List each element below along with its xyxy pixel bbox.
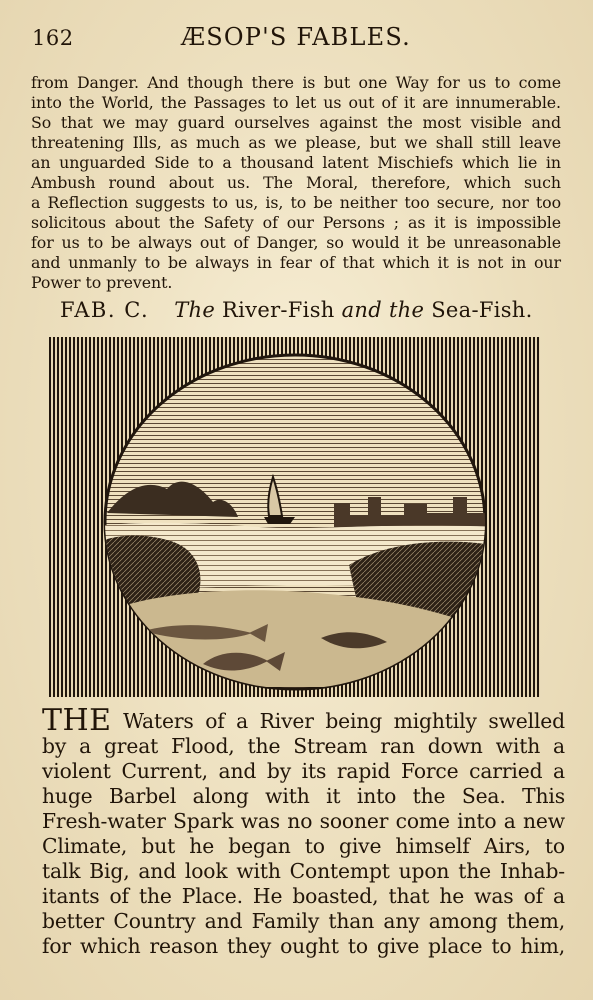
- text-line: and unmanly to be always in fear of that which it is not in our: [31, 253, 561, 272]
- text-line: by a great Flood, the Stream ran down with a: [42, 734, 565, 758]
- moral-paragraph: [31, 73, 561, 293]
- text-line: huge Barbel along with it into the Sea. This: [42, 784, 565, 808]
- page-number: 162: [32, 26, 74, 50]
- text-line-rest: Waters of a River being mightily swelled: [111, 709, 565, 733]
- text-line: for which reason they ought to give place to him,: [42, 934, 565, 958]
- fable-heading-word: and the: [341, 298, 425, 322]
- text-line: Fresh-water Spark was no sooner come into a new: [42, 809, 565, 833]
- text-line: talk Big, and look with Contempt upon the Inhab-: [42, 859, 565, 883]
- drop-word: THE: [42, 703, 112, 738]
- woodcut-illustration: [49, 337, 540, 697]
- text-line: Power to prevent.: [31, 273, 173, 292]
- fable-heading-word: River-Fish: [222, 298, 335, 322]
- text-line-first: [42, 703, 565, 738]
- text-line: violent Current, and by its rapid Force carried a: [42, 759, 565, 783]
- text-line: So that we may guard ourselves against the most visible and: [31, 113, 561, 132]
- text-line: solicitous about the Safety of our Persons ; as it is impossible: [31, 213, 561, 232]
- boat-hull: [264, 517, 295, 524]
- fable-heading-word: Sea-Fish.: [431, 298, 533, 322]
- text-line: itants of the Place. He boasted, that he was of a: [42, 884, 565, 908]
- fable-text: [42, 703, 565, 959]
- text-line: an unguarded Side to a thousand latent Mischiefs which lie in: [31, 153, 561, 172]
- text-line: from Danger. And though there is but one Way for us to come: [31, 73, 561, 92]
- fable-number: FAB. C.: [60, 298, 150, 322]
- text-line: threatening Ills, as much as we please, but we shall still leave: [31, 133, 561, 152]
- text-line: better Country and Family than any among them,: [42, 909, 565, 933]
- running-title: ÆSOP'S FABLES.: [181, 23, 411, 51]
- text-line: into the World, the Passages to let us out of it are innumerable.: [31, 93, 561, 112]
- fable-heading-word: The: [174, 298, 216, 322]
- running-head: [27, 22, 567, 52]
- text-line: for us to be always out of Danger, so would it be unreasonable: [31, 233, 561, 252]
- text-line: Ambush round about us. The Moral, therefore, which such: [31, 173, 561, 192]
- text-line: Climate, but he began to give himself Airs, to: [42, 834, 565, 858]
- text-line: a Reflection suggests to us, is, to be neither too secure, nor too: [31, 193, 561, 212]
- fable-heading: [60, 298, 540, 322]
